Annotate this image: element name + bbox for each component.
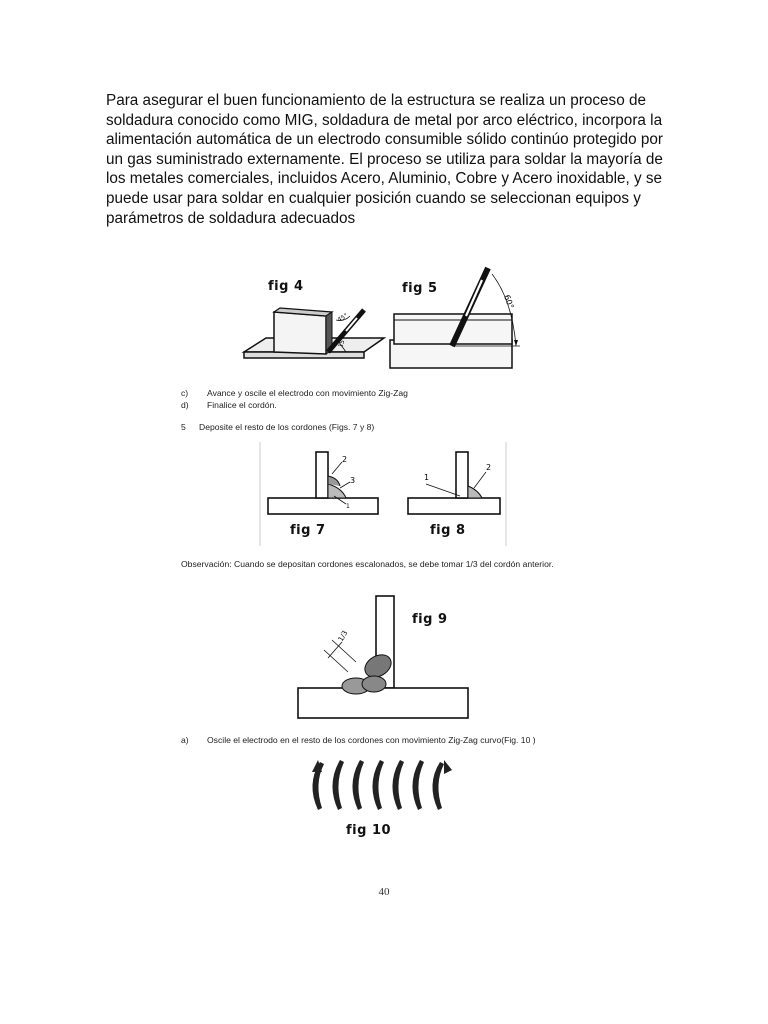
fig7-callout-3: 3	[350, 476, 356, 485]
step-a-key: a)	[181, 735, 189, 745]
step-5	[181, 422, 374, 432]
fig8-label: fig 8	[430, 523, 466, 538]
fig7-fig8-diagram	[258, 440, 508, 548]
step-c-text: Avance y oscile el electrodo con movimiento Zig-Zag	[207, 388, 408, 398]
fig9-diagram	[294, 592, 472, 722]
step-c	[181, 388, 408, 398]
step-a	[181, 735, 536, 745]
fig10-diagram	[306, 752, 456, 844]
fig9-label: fig 9	[412, 612, 448, 627]
fig8-callout-2: 2	[486, 463, 492, 472]
step-a-text: Oscile el electrodo en el resto de los cordones con movimiento Zig-Zag curvo(Fig. 10 )	[207, 735, 536, 745]
fig4-label: fig 4	[268, 279, 304, 294]
fig4-diagram	[236, 272, 386, 376]
observation-text: Observación: Cuando se depositan cordones escalonados, se debe tomar 1/3 del cordón anterior.	[181, 559, 554, 569]
intro-paragraph: Para asegurar el buen funcionamiento de la estructura se realiza un proceso de soldadura conocido como MIG, soldadura de metal por arco eléctrico, incorpora la alimentación automática de un electrodo consumible sólido continúo protegido por un gas suministrado externamente. El proceso se utiliza para soldar la mayoría de los metales comerciales, incluidos Acero, Aluminio, Cobre y Acero inoxidable, y se puede usar para soldar en cualquier posición cuando se seleccionan equipos y parámetros de soldadura adecuados	[106, 92, 663, 227]
fig5-label: fig 5	[402, 281, 438, 296]
fig9-fraction: 1/3	[336, 629, 350, 643]
page-number: 40	[378, 886, 390, 898]
fig7-callout-1: 1	[346, 503, 350, 510]
step-c-key: c)	[181, 388, 189, 398]
step-5-key: 5	[181, 422, 186, 432]
step-d-text: Finalice el cordón.	[207, 400, 277, 410]
fig8-callout-1: 1	[424, 473, 430, 482]
fig4-angle-top: 45°	[336, 312, 350, 324]
fig7-callout-2: 2	[342, 455, 348, 464]
fig10-label: fig 10	[346, 823, 392, 838]
fig7-label: fig 7	[290, 523, 326, 538]
step-5-text: Deposite el resto de los cordones (Figs. 7 y 8)	[199, 422, 375, 432]
step-d	[181, 400, 277, 410]
fig5-angle: 60°	[502, 293, 516, 311]
step-d-key: d)	[181, 400, 189, 410]
fig5-diagram	[386, 260, 526, 372]
fig4-angle-side: 15°	[337, 336, 348, 349]
